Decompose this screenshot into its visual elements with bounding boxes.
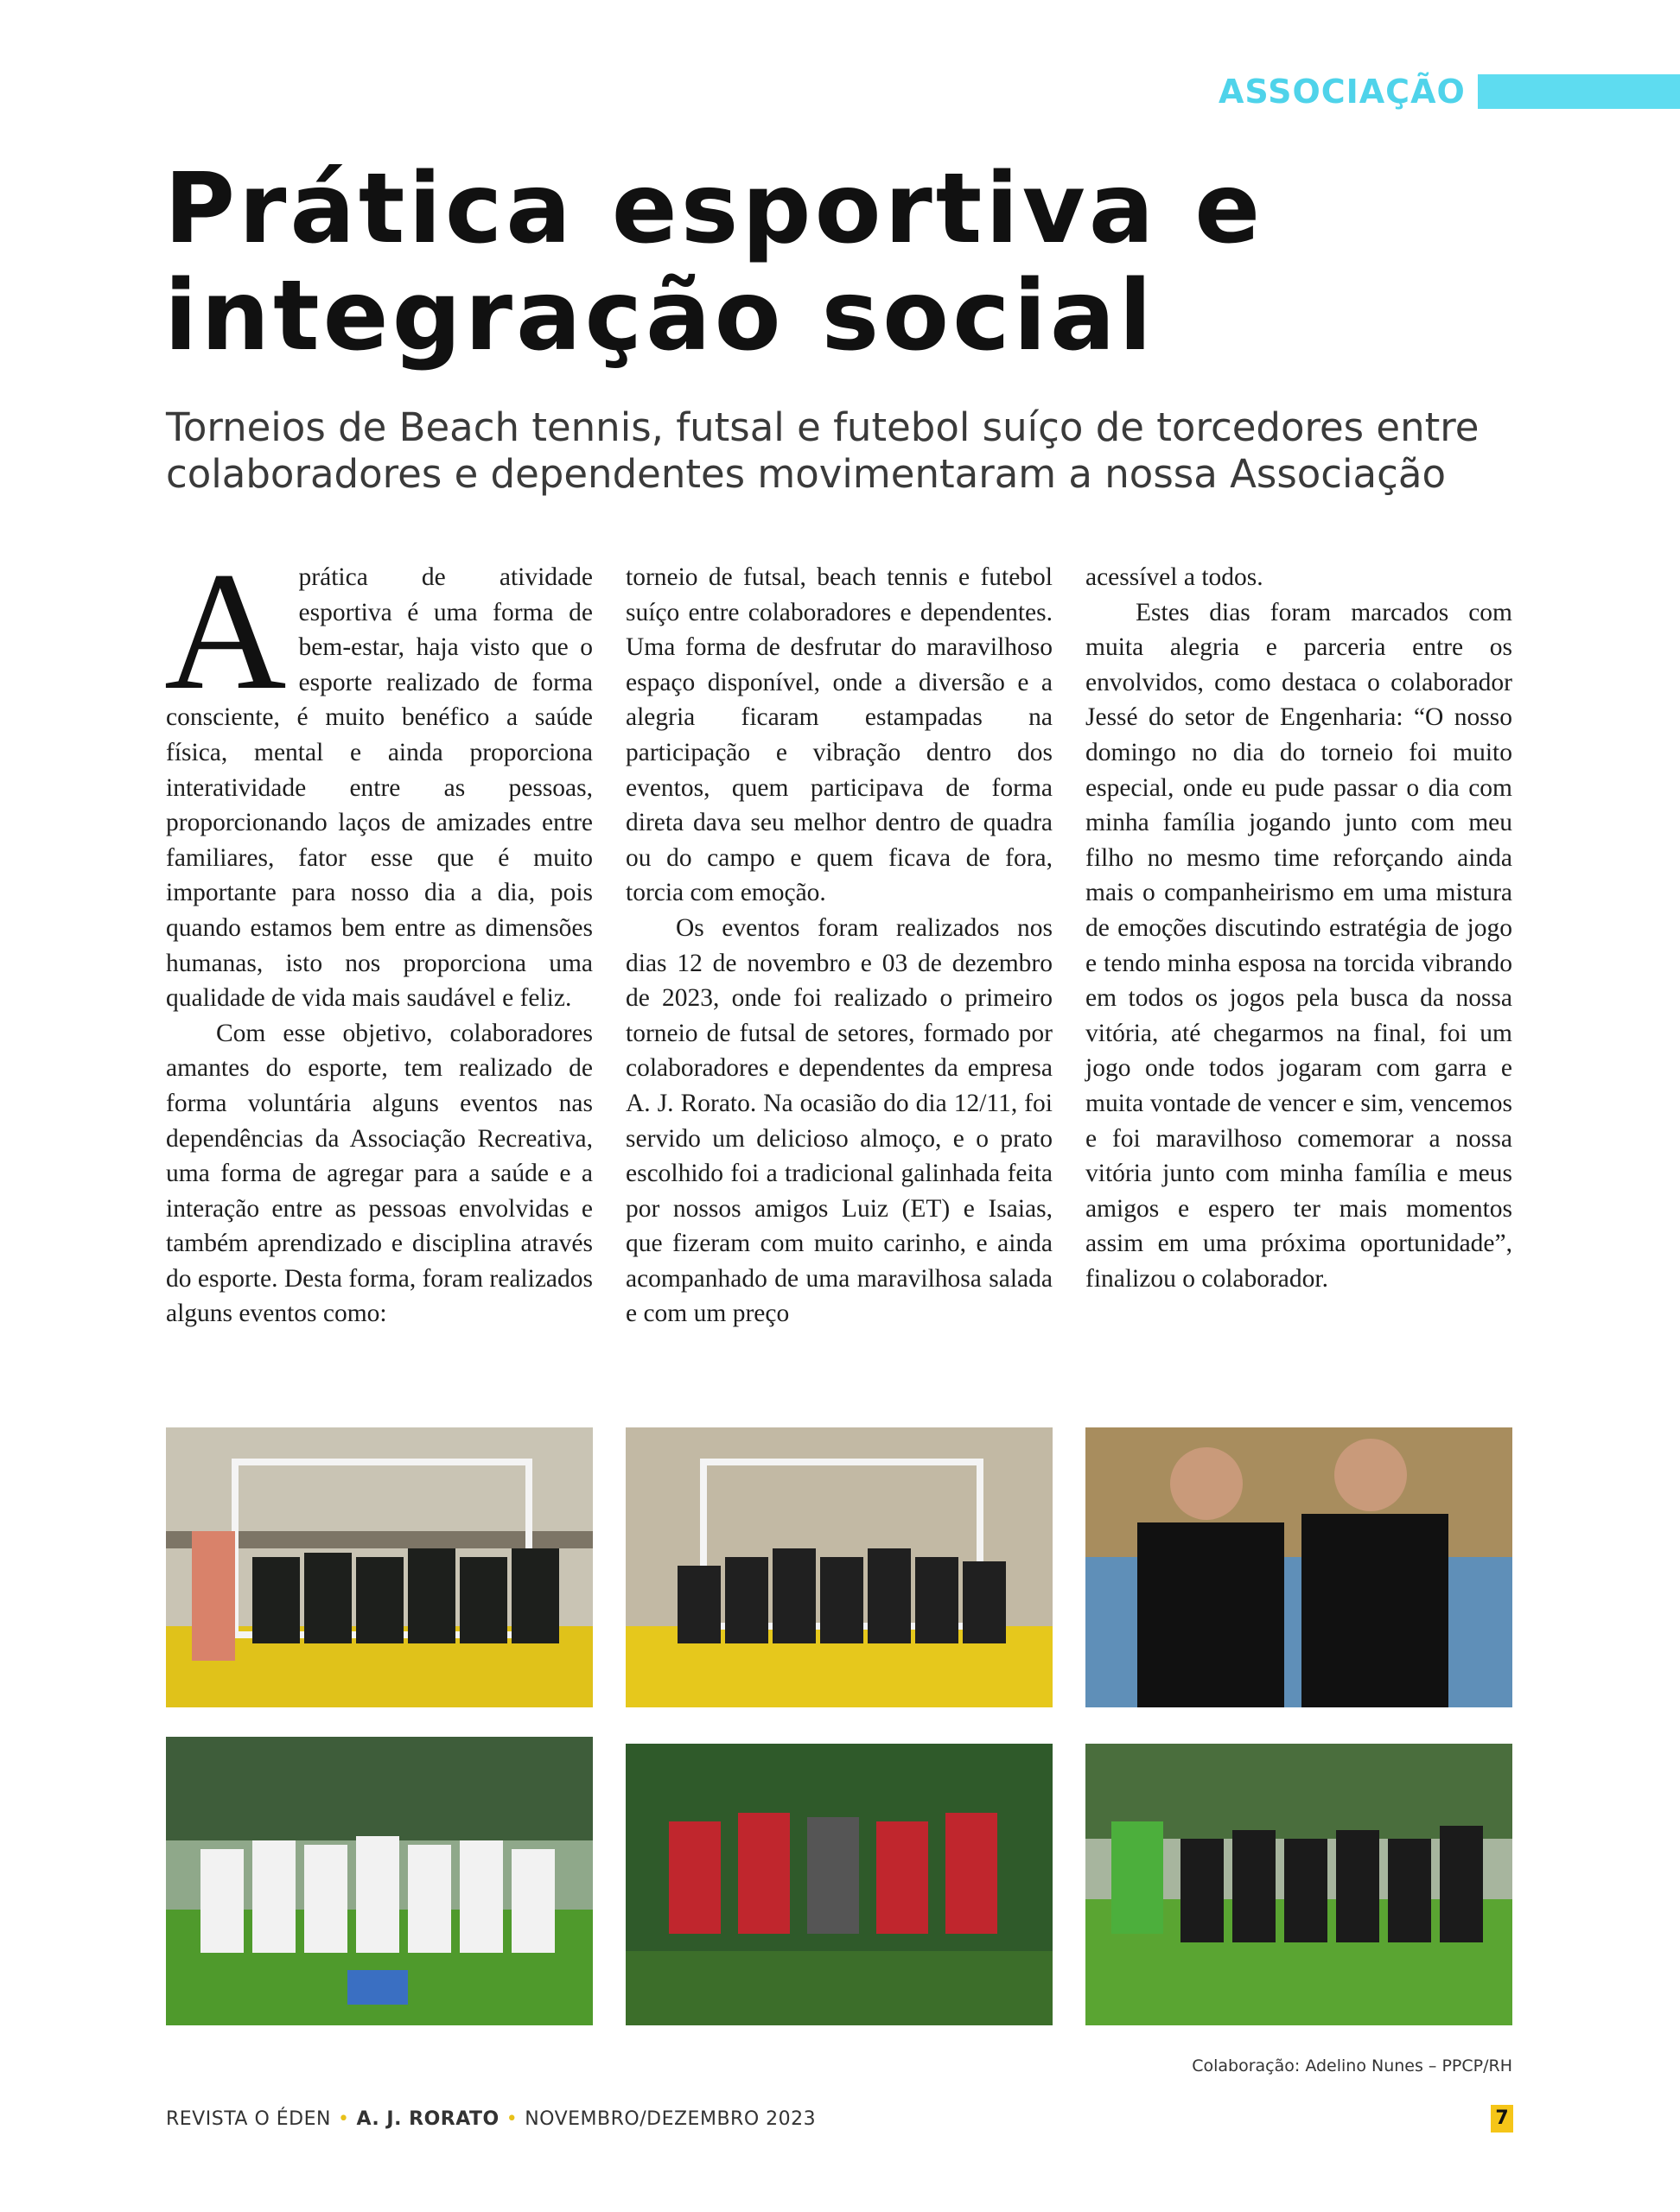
footer-separator: •: [506, 2108, 519, 2130]
photo-svg: [626, 1427, 1053, 1707]
subtitle-line-2: colaboradores e dependentes movimentaram a nossa Associação: [166, 451, 1446, 497]
photo-futsal-team-1: [166, 1427, 593, 1707]
page-number: 7: [1491, 2105, 1513, 2133]
magazine-name: REVISTA O ÉDEN: [166, 2108, 331, 2130]
article-column-2: [626, 560, 1053, 1332]
section-color-bar: [1478, 74, 1680, 109]
drop-cap: A: [164, 537, 287, 725]
photo-credit: Colaboração: Adelino Nunes – PPCP/RH: [1192, 2056, 1512, 2075]
article-subtitle: [166, 404, 1549, 498]
photo-svg: [166, 1737, 593, 2025]
article-paragraph: Com esse objetivo, colaboradores amantes do esporte, tem realizado de forma voluntária alguns eventos nas dependências da Associação Recreativa, uma forma de agregar para a saúde e a interação entre as pessoas envolvidas e também aprendizado e disciplina através do esporte. Desta forma, foram realizados alguns eventos como:: [166, 1019, 593, 1328]
article-paragraph: torneio de futsal, beach tennis e futebol suíço entre colaboradores e dependentes. Uma forma de desfrutar do maravilhoso espaço disponível, onde a diversão e a alegria ficaram estampadas na participação e vibração dentro dos eventos, quem participava de forma direta dava seu melhor dentro de quadra ou do campo e quem ficava de fora, torcia com emoção.: [626, 563, 1053, 907]
page-footer: [166, 2108, 816, 2130]
photo-svg: [626, 1744, 1053, 2025]
article-paragraph: acessível a todos.: [1085, 563, 1263, 591]
title-line-2: integração social: [164, 260, 1155, 372]
article-paragraph: Aprática de atividade esportiva é uma forma de bem-estar, haja visto que o esporte realizado de forma consciente, é muito benéfico a saúde física, mental e ainda proporciona interatividade entre as pessoas, proporcionando laços de amizades entre familiares, fator esse que é muito importante para nosso dia a dia, pois quando estamos bem entre as dimensões humanas, isto nos proporciona uma qualidade de vida mais saudável e feliz.: [164, 537, 593, 1013]
photo-svg: [1085, 1744, 1512, 2025]
photo-field-team-white: [166, 1737, 593, 2025]
photo-players-medals: [1085, 1427, 1512, 1707]
title-line-1: Prática esportiva e: [164, 153, 1264, 265]
article-paragraph: Estes dias foram marcados com muita alegria e parceria entre os envolvidos, como destaca o colaborador Jessé do setor de Engenharia: “O nosso domingo no dia do torneio foi muito especial, onde eu pude passar o dia com minha família jogando junto com meu filho no mesmo time reforçando ainda mais o companheirismo em uma mistura de emoções discutindo estratégia de jogo e tendo minha esposa na torcida vibrando em todos os jogos pela busca da nossa vitória, até chegarmos na final, foi um jogo onde todos jogaram com garra e muita vontade de vencer e sim, vencemos e foi maravilhoso comemorar a nossa vitória junto com minha família e meus amigos e espero ter mais momentos assim em uma próxima oportunidade”, finalizou o colaborador.: [1085, 598, 1512, 1293]
article-column-3: [1085, 560, 1512, 1296]
article-column-1: [164, 537, 593, 1332]
photo-svg: [166, 1427, 593, 1707]
photo-forest-team-red: [626, 1744, 1053, 2025]
section-label: ASSOCIAÇÃO: [1219, 73, 1466, 111]
footer-separator: •: [337, 2108, 350, 2130]
team-group: [678, 1548, 1006, 1643]
photo-field-team-striped: [1085, 1744, 1512, 2025]
subtitle-line-1: Torneios de Beach tennis, futsal e futebol suíço de torcedores entre: [166, 404, 1480, 450]
company-name: A. J. RORATO: [356, 2108, 500, 2130]
article-title: [164, 153, 1547, 372]
photo-svg: [1085, 1427, 1512, 1707]
article-paragraph: Os eventos foram realizados nos dias 12 de novembro e 03 de dezembro de 2023, onde foi realizado o primeiro torneio de futsal de setores, formado por colaboradores e dependentes da empresa A. J. Rorato. Na ocasião do dia 12/11, foi servido um delicioso almoço, e o prato escolhido foi a tradicional galinhada feita por nossos amigos Luiz (ET) e Isaias, que fizeram com muito carinho, e ainda acompanhado de uma maravilhosa salada e com um preço: [626, 913, 1053, 1328]
photo-futsal-team-2: [626, 1427, 1053, 1707]
issue-date: NOVEMBRO/DEZEMBRO 2023: [525, 2108, 817, 2130]
